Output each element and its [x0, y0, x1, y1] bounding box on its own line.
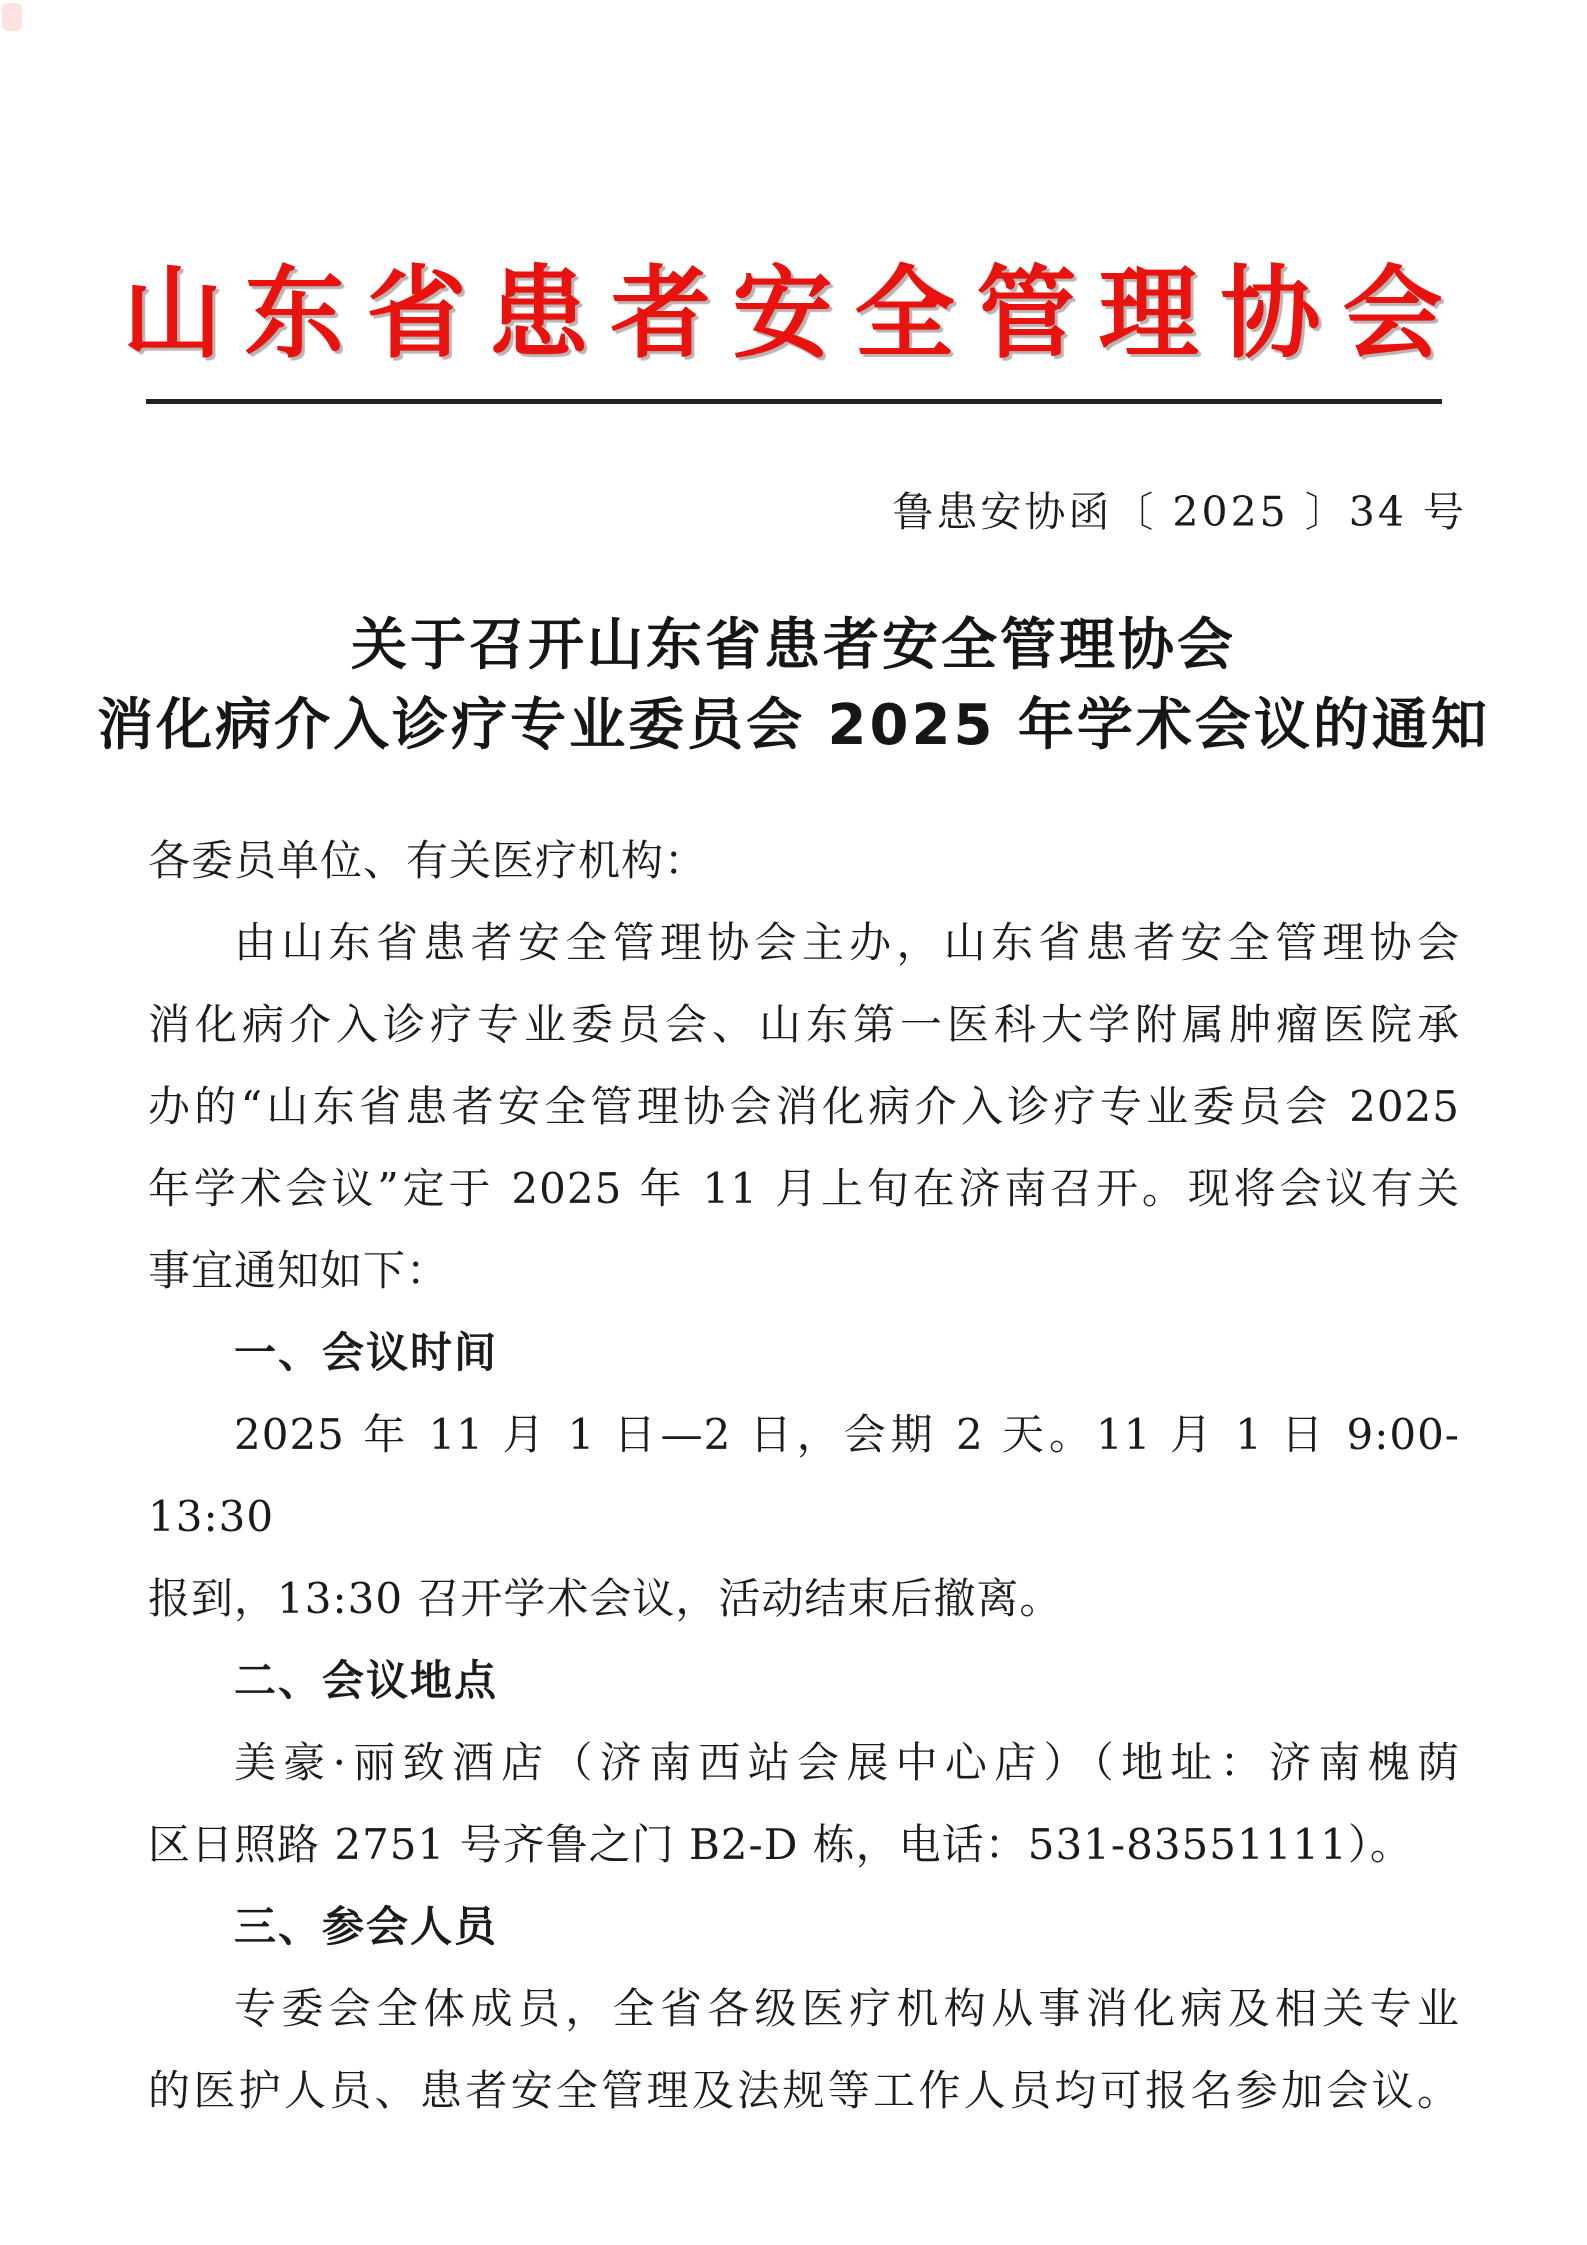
doc-title-line-1: 关于召开山东省患者安全管理协会 [351, 613, 1236, 678]
section-1-line-1: 2025 年 11 月 1 日—2 日，会期 2 天。11 月 1 日 9:00-13:30 [148, 1410, 1460, 1541]
org-letterhead-title: 山东省患者安全管理协会 [122, 254, 1465, 372]
intro-line-4: 年学术会议”定于 2025 年 11 月上旬在济南召开。现将会议有关 [148, 1164, 1460, 1213]
intro-line-3: 办的“山东省患者安全管理协会消化病介入诊疗专业委员会 2025 [148, 1082, 1460, 1131]
intro-line-2: 消化病介入诊疗专业委员会、山东第一医科大学附属肿瘤医院承 [148, 1000, 1460, 1049]
doc-body [148, 820, 1460, 2132]
doc-title-line-2: 消化病介入诊疗专业委员会 2025 年学术会议的通知 [97, 693, 1490, 758]
section-2-heading: 二、会议地点 [234, 1656, 499, 1705]
header-divider [146, 399, 1442, 404]
section-3-line-1: 专委会全体成员，全省各级医疗机构从事消化病及相关专业 [234, 1984, 1460, 2033]
section-3-line-2: 的医护人员、患者安全管理及法规等工作人员均可报名参加会议。 [148, 2066, 1460, 2115]
section-1-line-2: 报到，13:30 召开学术会议，活动结束后撤离。 [148, 1574, 1063, 1623]
scan-artifact [2, 3, 22, 31]
intro-line-1: 由山东省患者安全管理协会主办，山东省患者安全管理协会 [234, 918, 1460, 967]
intro-line-5: 事宜通知如下： [148, 1246, 450, 1295]
salutation-line: 各委员单位、有关医疗机构： [148, 836, 708, 885]
doc-reference-number: 鲁患安协函〔 2025 〕34 号 [892, 488, 1467, 536]
doc-title [0, 606, 1587, 766]
section-2-line-1: 美豪·丽致酒店（济南西站会展中心店）（地址：济南槐荫 [234, 1738, 1460, 1787]
section-2-line-2: 区日照路 2751 号齐鲁之门 B2-D 栋，电话：531-83551111）。 [148, 1820, 1413, 1869]
section-1-heading: 一、会议时间 [234, 1328, 499, 1377]
section-3-heading: 三、参会人员 [234, 1902, 499, 1951]
